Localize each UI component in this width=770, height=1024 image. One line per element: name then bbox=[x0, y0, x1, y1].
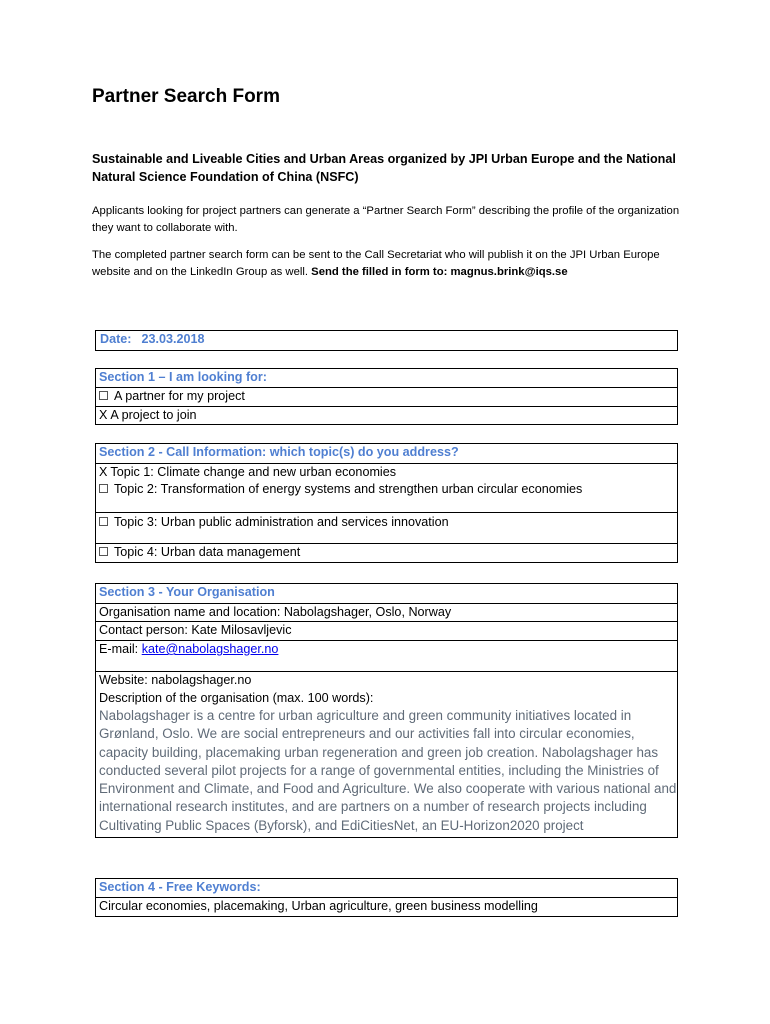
section-4-box bbox=[95, 878, 678, 917]
subtitle: Sustainable and Liveable Cities and Urban Areas organized by JPI Urban Europe and the National Natural Science Foundation of China (NSFC) bbox=[92, 152, 676, 184]
option-label: A project to join bbox=[110, 408, 197, 422]
organisation-name-row: Organisation name and location: Nabolagshager, Oslo, Norway bbox=[96, 603, 677, 621]
checkbox-icon[interactable] bbox=[99, 484, 108, 493]
section-3-heading: Section 3 - Your Organisation bbox=[99, 585, 275, 599]
topic-label: Topic 4: Urban data management bbox=[114, 545, 301, 559]
date-row bbox=[96, 331, 677, 350]
date-box bbox=[95, 330, 678, 351]
date-label: Date: bbox=[100, 332, 132, 346]
section-4-heading: Section 4 - Free Keywords: bbox=[99, 880, 261, 894]
description-row bbox=[96, 690, 677, 837]
section-3-box bbox=[95, 583, 678, 838]
option-label: A partner for my project bbox=[114, 389, 245, 403]
organisation-description: Nabolagshager is a centre for urban agriculture and green community initiatives located in Grønland, Oslo. We are social entrepreneurs and our activities fall into circular economies, capacity building, placemaking urban regeneration and green job creation. Nabolagshager has conducted several pilot projects for a range of governmental entities, including the Ministries of Environment and Climate, and Food and Agriculture. We also cooperate with various national and international research institutes, and are partners on a number of research projects including Cultivating Public Spaces (Byforsk), and EdiCitiesNet, an EU-Horizon2020 project bbox=[99, 708, 677, 833]
topic-3-row[interactable] bbox=[96, 512, 677, 543]
page-title: Partner Search Form bbox=[92, 86, 280, 107]
section-2-heading: Section 2 - Call Information: which topic(s) do you address? bbox=[99, 445, 459, 459]
intro-paragraph-1: Applicants looking for project partners can generate a “Partner Search Form” describing the profile of the organization they want to collaborate with. bbox=[92, 205, 680, 234]
website-row: Website: nabolagshager.no bbox=[96, 671, 677, 690]
section-2-box bbox=[95, 443, 678, 563]
email-label: E-mail: bbox=[99, 642, 139, 656]
selected-mark: X bbox=[99, 408, 108, 422]
email-link[interactable]: kate@nabolagshager.no bbox=[141, 642, 279, 656]
date-value: 23.03.2018 bbox=[141, 332, 205, 346]
contact-person-row: Contact person: Kate Milosavljevic bbox=[96, 621, 677, 640]
email-row bbox=[96, 640, 677, 671]
topic-2-row[interactable] bbox=[96, 481, 677, 512]
description-label: Description of the organisation (max. 100 words): bbox=[99, 691, 374, 705]
topic-1-row[interactable] bbox=[96, 463, 677, 481]
selected-mark: X bbox=[99, 465, 108, 479]
section-1-option-project[interactable] bbox=[96, 406, 677, 424]
checkbox-icon[interactable] bbox=[99, 547, 108, 556]
intro-paragraph-2-text: The completed partner search form can be sent to the Call Secretariat who will publish it on the JPI Urban Europe website and on the LinkedIn Group as well. bbox=[92, 249, 660, 278]
keywords-row: Circular economies, placemaking, Urban agriculture, green business modelling bbox=[96, 897, 677, 916]
topic-label: Topic 2: Transformation of energy systems and strengthen urban circular economies bbox=[114, 482, 583, 496]
checkbox-icon[interactable] bbox=[99, 517, 108, 526]
checkbox-icon[interactable] bbox=[99, 391, 108, 400]
topic-label: Topic 1: Climate change and new urban economies bbox=[110, 465, 397, 479]
topic-4-row[interactable] bbox=[96, 543, 677, 562]
intro-paragraph-2 bbox=[92, 247, 682, 280]
section-1-heading: Section 1 – I am looking for: bbox=[99, 370, 267, 384]
section-1-option-partner[interactable] bbox=[96, 387, 677, 406]
section-1-box bbox=[95, 368, 678, 425]
intro-send-to: Send the filled in form to: magnus.brink@iqs.se bbox=[311, 265, 568, 278]
topic-label: Topic 3: Urban public administration and services innovation bbox=[114, 515, 449, 529]
